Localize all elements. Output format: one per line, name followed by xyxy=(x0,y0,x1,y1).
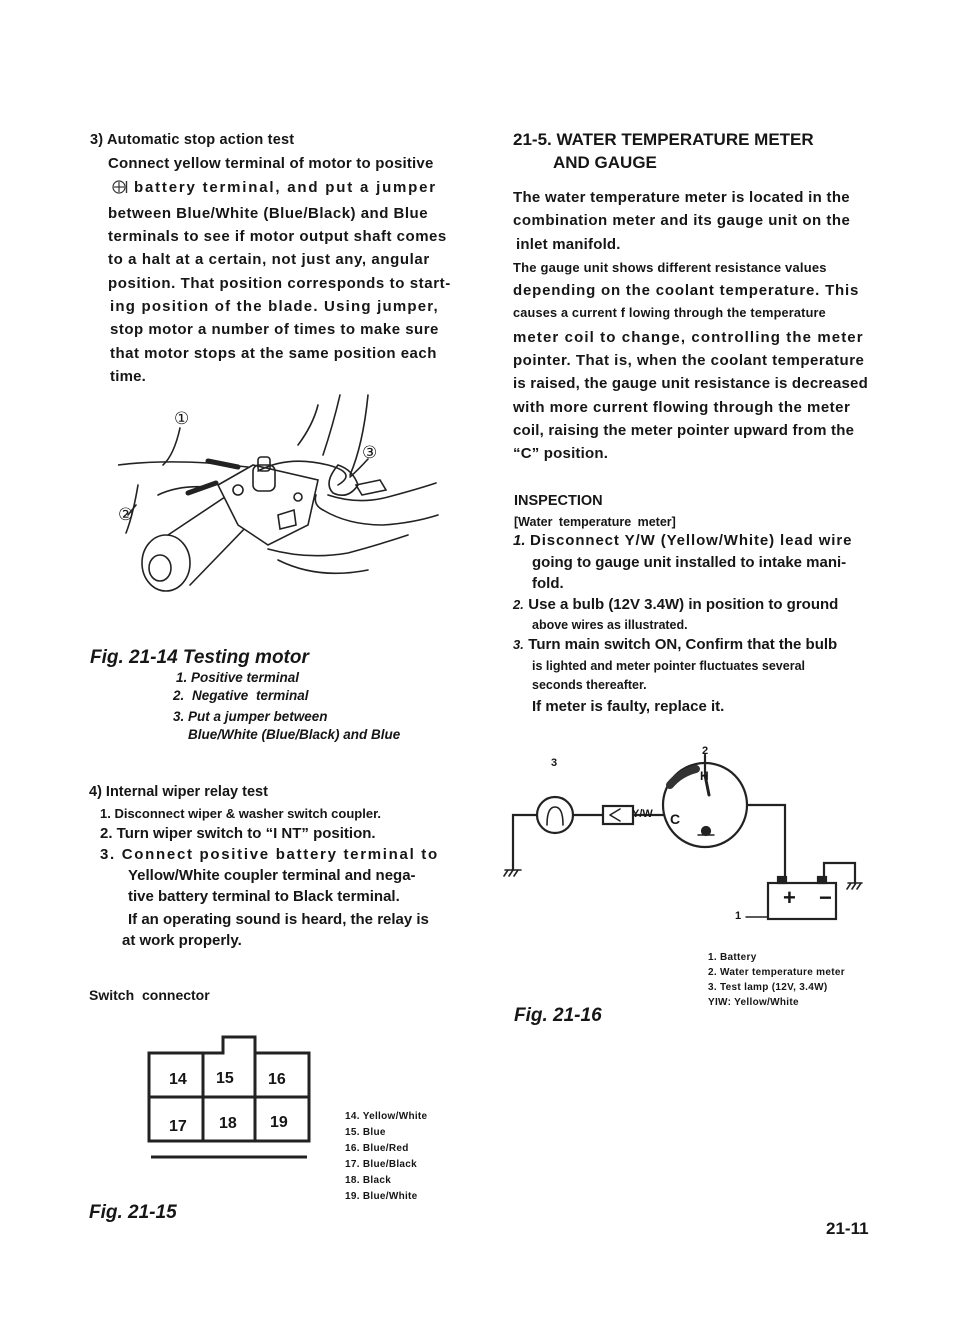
auto-stop-line: between Blue/White (Blue/Black) and Blue xyxy=(108,204,429,222)
relay-step: If an operating sound is heard, the relay is xyxy=(128,911,429,928)
intro-line: “C” position. xyxy=(513,445,609,463)
intro-line: combination meter and its gauge unit on the xyxy=(513,212,851,230)
motor-test-illustration xyxy=(118,385,448,600)
connector-legend-item: 15. Blue xyxy=(345,1127,386,1138)
switch-connector-label: Switch connector xyxy=(89,987,210,1003)
connector-legend-item: 18. Black xyxy=(345,1175,392,1186)
pin-16: 16 xyxy=(268,1071,286,1088)
auto-stop-line-wrap xyxy=(90,176,450,202)
inspection-subheading: [Water temperature meter] xyxy=(514,515,676,529)
fig14-item: 2. Negative terminal xyxy=(173,688,309,703)
step-number: 3. xyxy=(513,637,524,652)
step-text: going to gauge unit installed to intake mani- xyxy=(532,554,847,571)
meter-legend-item: 1. Battery xyxy=(708,952,757,963)
label-2: 2 xyxy=(702,745,709,757)
connector-legend xyxy=(345,1109,427,1205)
intro-text xyxy=(513,186,873,466)
callout-2: ② xyxy=(118,505,134,524)
auto-stop-line: position. That position corresponds to start- xyxy=(108,274,451,292)
label-h: H xyxy=(700,769,709,783)
meter-legend xyxy=(708,950,845,1010)
step-text: above wires as illustrated. xyxy=(532,618,688,632)
fig-21-14-title: Fig. 21-14 Testing motor xyxy=(90,647,309,668)
auto-stop-line: stop motor a number of times to make sure xyxy=(110,321,439,339)
label-1: 1 xyxy=(735,910,742,922)
auto-stop-line: to a halt at a certain, not just any, angular xyxy=(108,251,430,269)
fig-21-15-label: Fig. 21-15 xyxy=(89,1202,177,1223)
auto-stop-heading: 3) Automatic stop action test xyxy=(90,132,295,148)
relay-step: at work properly. xyxy=(122,932,242,949)
auto-stop-line: that motor stops at the same position each xyxy=(110,344,437,362)
step-text: Turn main switch ON, Confirm that the bulb xyxy=(528,636,838,653)
intro-line: with more current flowing through the meter xyxy=(513,398,851,416)
step-number: 2. xyxy=(513,597,524,612)
intro-line: The water temperature meter is located in the xyxy=(513,189,850,206)
step-text: Use a bulb (12V 3.4W) in position to ground xyxy=(528,596,839,613)
label-c: C xyxy=(670,811,681,827)
inspection-step-1 xyxy=(513,532,873,592)
callout-3: ③ xyxy=(362,443,378,462)
auto-stop-line: Connect yellow terminal of motor to positive xyxy=(108,155,434,173)
meter-circuit-diagram xyxy=(500,745,880,940)
step-note: If meter is faulty, replace it. xyxy=(532,698,725,715)
relay-step: Yellow/White coupler terminal and nega- xyxy=(128,867,416,884)
intro-line: causes a current f lowing through the temperature xyxy=(513,306,826,321)
label-3: 3 xyxy=(551,757,558,769)
meter-legend-item: YIW: Yellow/White xyxy=(708,997,799,1008)
meter-legend-item: 2. Water temperature meter xyxy=(708,967,845,978)
pin-17: 17 xyxy=(169,1118,187,1135)
auto-stop-line: ing position of the blade. Using jumper, xyxy=(110,298,439,316)
intro-line: The gauge unit shows different resistance values xyxy=(513,259,827,275)
connector-legend-item: 14. Yellow/White xyxy=(345,1111,428,1122)
step-text: seconds thereafter. xyxy=(532,678,647,692)
connector-legend-item: 16. Blue/Red xyxy=(345,1143,409,1154)
pin-18: 18 xyxy=(219,1115,237,1132)
relay-step: 3. Connect positive battery terminal to xyxy=(100,846,439,863)
step-text: fold. xyxy=(532,575,564,592)
callout-1: ① xyxy=(174,409,190,428)
pin-19: 19 xyxy=(270,1114,288,1131)
auto-stop-test xyxy=(90,129,450,388)
fig-21-16-label: Fig. 21-16 xyxy=(514,1005,602,1026)
auto-stop-line: terminals to see if motor output shaft comes xyxy=(108,228,447,246)
relay-step: 2. Turn wiper switch to “I NT” position. xyxy=(100,825,376,842)
fig14-item: 3. Put a jumper between xyxy=(173,709,328,724)
step-number: 1. xyxy=(513,532,526,549)
section-title-line2: AND GAUGE xyxy=(553,153,657,172)
relay-step: 1. Disconnect wiper & washer switch coupler. xyxy=(100,806,382,821)
intro-line: coil, raising the meter pointer upward from the xyxy=(513,421,855,439)
relay-test xyxy=(89,784,459,949)
inspection-step-2 xyxy=(513,596,873,632)
intro-line: meter coil to change, controlling the meter xyxy=(513,328,864,346)
section-title: 21-5. WATER TEMPERATURE METER xyxy=(513,130,814,149)
label-yw: Y/W xyxy=(632,808,653,820)
auto-stop-line: time. xyxy=(110,367,147,385)
battery-minus: − xyxy=(819,885,832,910)
battery-plus: + xyxy=(783,885,796,910)
step-text: Disconnect Y/W (Yellow/White) lead wire xyxy=(529,532,853,549)
positive-symbol-icon xyxy=(112,179,128,202)
connector-legend-item: 19. Blue/White xyxy=(345,1191,418,1202)
intro-line: inlet manifold. xyxy=(516,235,621,253)
inspection-heading: INSPECTION xyxy=(514,493,603,509)
inspection-step-3 xyxy=(513,636,873,715)
auto-stop-line: battery terminal, and put a jumper xyxy=(134,178,437,196)
pin-15: 15 xyxy=(216,1070,234,1087)
intro-line: pointer. That is, when the coolant temperature xyxy=(513,352,865,370)
meter-legend-item: 3. Test lamp (12V, 3.4W) xyxy=(708,982,828,993)
step-text: is lighted and meter pointer fluctuates several xyxy=(532,659,805,673)
connector-legend-item: 17. Blue/Black xyxy=(345,1159,418,1170)
fig14-item: Blue/White (Blue/Black) and Blue xyxy=(188,727,401,742)
fig14-item: 1. Positive terminal xyxy=(176,670,300,685)
page-number: 21-11 xyxy=(826,1219,869,1238)
intro-line: depending on the coolant temperature. This xyxy=(513,282,860,300)
relay-test-heading: 4) Internal wiper relay test xyxy=(89,784,268,800)
switch-connector-diagram xyxy=(145,1033,315,1159)
relay-step: tive battery terminal to Black terminal. xyxy=(128,888,400,905)
intro-line: is raised, the gauge unit resistance is decreased xyxy=(513,375,868,393)
pin-14: 14 xyxy=(169,1071,187,1088)
